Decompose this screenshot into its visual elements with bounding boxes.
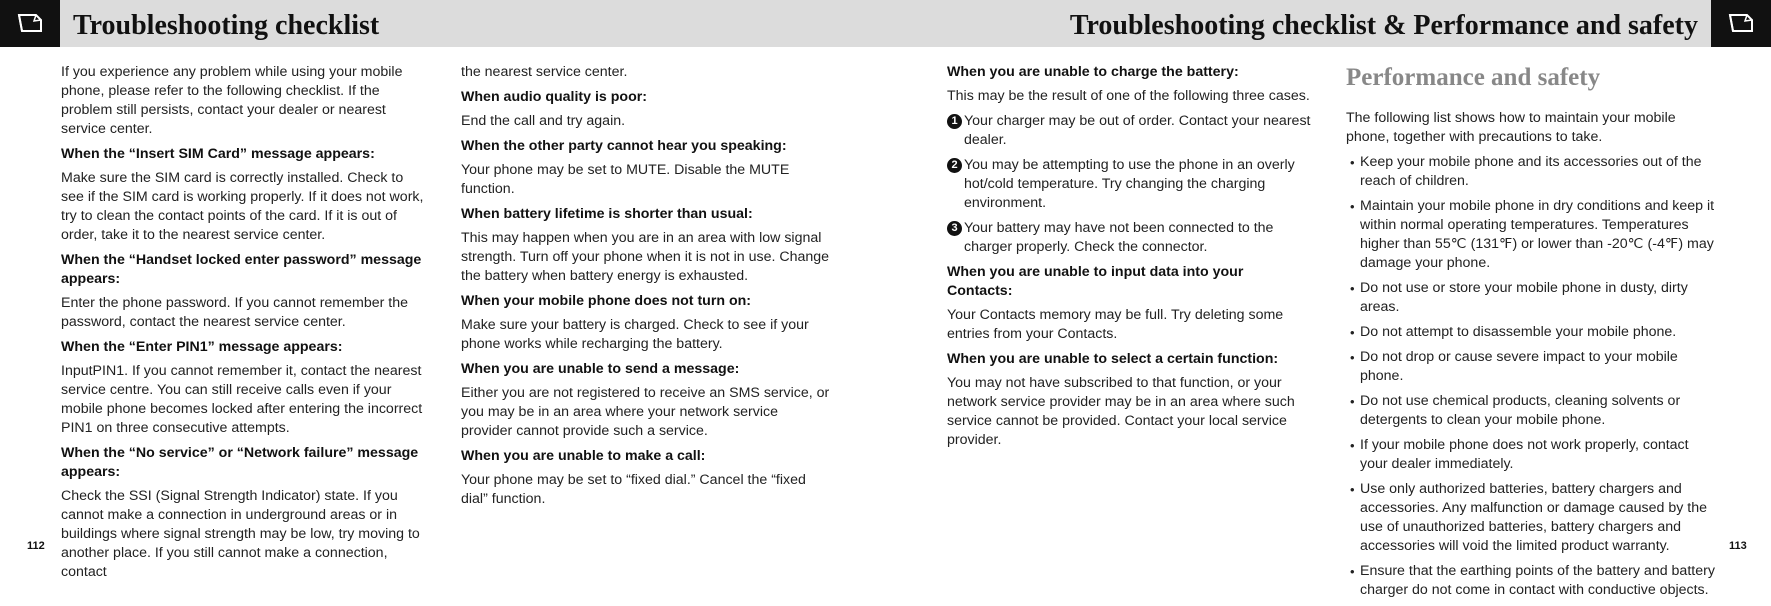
numbered-item [947,112,1312,150]
section-heading: When you are unable to charge the battery: [947,64,1239,80]
page-title-left: Troubleshooting checklist [73,10,380,41]
checklist-column-1 [61,63,426,588]
numbered-item-text: You may be attempting to use the phone in an overly hot/cold temperature. Try changing the charging environment. [964,157,1295,211]
numbered-item [947,156,1312,213]
number-badge-icon: 3 [947,221,962,236]
numbered-item [947,219,1312,257]
section-text: Enter the phone password. If you cannot remember the password, contact the nearest service center. [61,295,409,330]
performance-safety-title: Performance and safety [1346,64,1601,91]
numbered-item-text: Your charger may be out of order. Contact your nearest dealer. [964,113,1311,148]
intro-text: If you experience any problem while using your mobile phone, please refer to the following checklist. If the problem still persists, contact your dealer or nearest service center. [61,64,403,137]
safety-bullet: • Do not attempt to disassemble your mobile phone. [1346,323,1716,342]
checklist-column-2 [461,63,831,515]
section-text: Your phone may be set to “fixed dial.” Cancel the “fixed dial” function. [461,472,806,507]
section-heading: When the “Insert SIM Card” message appears: [61,146,375,162]
checklist-column-3 [947,63,1312,456]
section-heading: When you are unable to input data into your Contacts: [947,264,1244,299]
page-number-right: 113 [1729,540,1747,552]
header-icon-box-right [1711,0,1771,47]
header-icon-box-left [0,0,60,47]
page-title-right: Troubleshooting checklist & Performance and safety [1069,10,1698,41]
section-text: Your phone may be set to MUTE. Disable the MUTE function. [461,162,790,197]
section-text: This may be the result of one of the following three cases. [947,88,1310,104]
header-bar-left [0,0,886,47]
performance-intro: The following list shows how to maintain your mobile phone, together with precautions to take. [1346,110,1676,145]
safety-bullet: • Do not use chemical products, cleaning solvents or detergents to clean your mobile phone. [1346,392,1716,430]
section-text: the nearest service center. [461,64,628,80]
section-heading: When you are unable to send a message: [461,361,740,377]
section-text: Check the SSI (Signal Strength Indicator) state. If you cannot make a connection in underground areas or in buildings where signal strength may be low, try moving to another place. If you still cannot make a connection, contact [61,488,420,580]
section-heading: When your mobile phone does not turn on: [461,293,752,309]
section-text: Either you are not registered to receive an SMS service, or you may be in an area where your network service provider cannot provide such a service. [461,385,830,439]
phone-manual-icon [1727,11,1755,35]
section-text: You may not have subscribed to that function, or your network service provider may be in an area where such service cannot be provided. Contact your local service provider. [947,375,1295,448]
section-heading: When the “Enter PIN1” message appears: [61,339,343,355]
section-heading: When you are unable to select a certain function: [947,351,1279,367]
number-badge-icon: 2 [947,158,962,173]
numbered-item-text: Your battery may have not been connected to the charger properly. Check the connector. [964,220,1274,255]
section-heading: When the “Handset locked enter password” message appears: [61,252,422,287]
safety-bullet: • Do not use or store your mobile phone in dusty, dirty areas. [1346,279,1716,317]
number-badge-icon: 1 [947,114,962,129]
section-text: InputPIN1. If you cannot remember it, contact the nearest service centre. You can still receive calls even if your mobile phone becomes locked after entering the incorrect PIN1 on three consecutive attempts. [61,363,423,436]
section-heading: When the other party cannot hear you speaking: [461,138,787,154]
section-text: Make sure your battery is charged. Check to see if your phone works while recharging the battery. [461,317,809,352]
safety-bullet: • Use only authorized batteries, battery chargers and accessories. Any malfunction or damage caused by the use of unauthorized batteries, battery chargers and accessories will void the limited product warranty. [1346,480,1716,556]
section-text: This may happen when you are in an area with low signal strength. Turn off your phone when it is not in use. Change the battery when battery energy is exhausted. [461,230,830,284]
safety-bullet: • Do not drop or cause severe impact to your mobile phone. [1346,348,1716,386]
section-heading: When you are unable to make a call: [461,448,706,464]
safety-bullet: • Keep your mobile phone and its accessories out of the reach of children. [1346,153,1716,191]
section-heading: When battery lifetime is shorter than usual: [461,206,753,222]
section-heading: When audio quality is poor: [461,89,648,105]
header-bar-right [886,0,1771,47]
section-text: End the call and try again. [461,113,626,129]
performance-safety-column [1346,63,1716,606]
safety-bullet: • Ensure that the earthing points of the battery and battery charger do not come in contact with conductive objects. [1346,562,1716,600]
section-text: Your Contacts memory may be full. Try deleting some entries from your Contacts. [947,307,1284,342]
page-number-left: 112 [27,540,45,552]
safety-bullet: • If your mobile phone does not work properly, contact your dealer immediately. [1346,436,1716,474]
section-text: Make sure the SIM card is correctly installed. Check to see if the SIM card is working properly. If it does not work, try to clean the contact points of the card. If it is out of order, take it to the nearest service center. [61,170,424,243]
section-heading: When the “No service” or “Network failure” message appears: [61,445,419,480]
safety-bullet: • Maintain your mobile phone in dry conditions and keep it within normal operating temperatures. Temperatures higher than 55℃ (131℉) or lower than -20℃ (-4℉) may damage your phone. [1346,197,1716,273]
phone-manual-icon [16,11,44,35]
